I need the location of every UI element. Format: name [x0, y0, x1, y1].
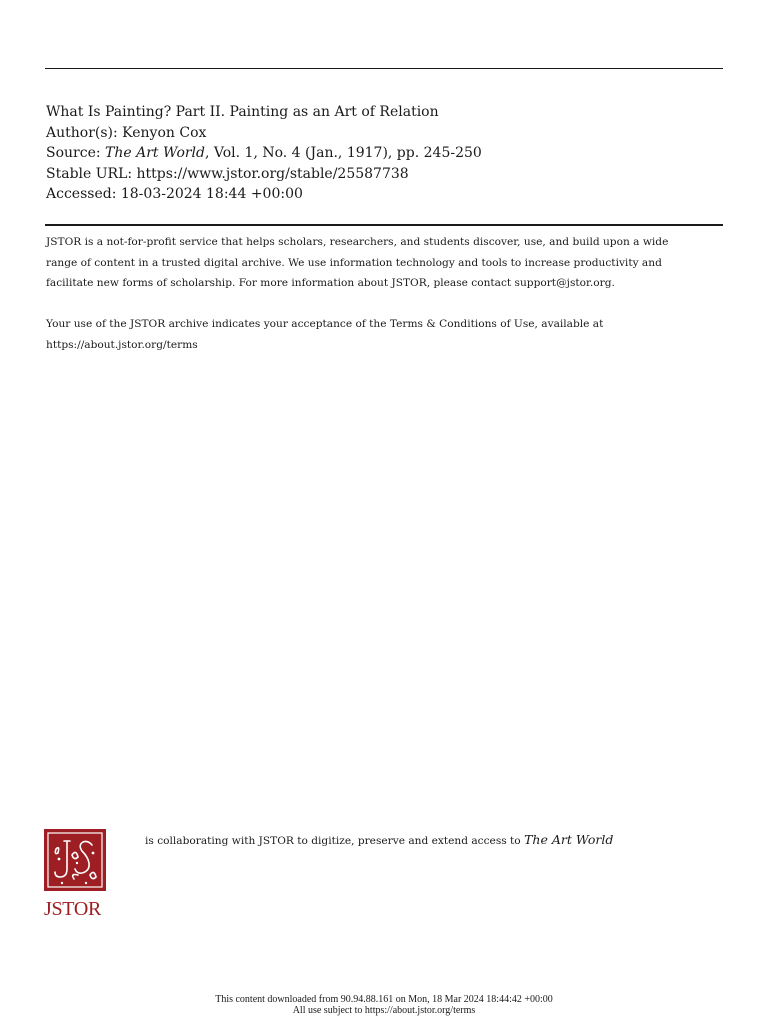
author-line: Author(s): Kenyon Cox — [46, 124, 207, 141]
stable-url-line[interactable]: Stable URL: https://www.jstor.org/stable/25587738 — [46, 165, 409, 182]
source-journal: The Art World — [105, 145, 205, 162]
jstor-about-notice — [46, 232, 726, 294]
top-rule — [45, 68, 723, 69]
collaboration-journal: The Art World — [524, 832, 614, 847]
jstor-logo — [44, 829, 108, 919]
download-footer — [0, 994, 768, 1016]
terms-notice — [46, 314, 726, 355]
article-title: What Is Painting? Part II. Painting as an Art of Relation — [46, 104, 439, 120]
about-line: range of content in a trusted digital archive. We use information technology and tools to increase productivity and — [46, 256, 662, 269]
section-divider — [45, 224, 723, 226]
about-line: JSTOR is a not-for-profit service that helps scholars, researchers, and students discover, use, and build upon a wide — [46, 236, 669, 248]
collaboration-text: is collaborating with JSTOR to digitize, preserve and extend access to — [145, 835, 525, 847]
source-line — [46, 143, 482, 164]
jstor-wordmark: JSTOR — [44, 898, 102, 920]
source-details: , Vol. 1, No. 4 (Jan., 1917), pp. 245-250 — [205, 145, 482, 162]
footer-download-line: This content downloaded from 90.94.88.161 on Mon, 18 Mar 2024 18:44:42 +00:00 — [215, 994, 553, 1005]
terms-url[interactable]: https://about.jstor.org/terms — [46, 338, 198, 351]
collaboration-statement — [145, 832, 613, 847]
citation-block — [46, 102, 482, 205]
about-line: facilitate new forms of scholarship. For more information about JSTOR, please contact support@jstor.org. — [46, 277, 615, 290]
source-prefix: Source: — [46, 145, 106, 162]
jstor-emblem-icon — [44, 829, 106, 891]
accessed-line: Accessed: 18-03-2024 18:44 +00:00 — [46, 186, 303, 203]
footer-terms-line: All use subject to https://about.jstor.org/terms — [292, 1005, 476, 1016]
terms-line: Your use of the JSTOR archive indicates your acceptance of the Terms & Conditions of Use, available at — [46, 318, 604, 330]
